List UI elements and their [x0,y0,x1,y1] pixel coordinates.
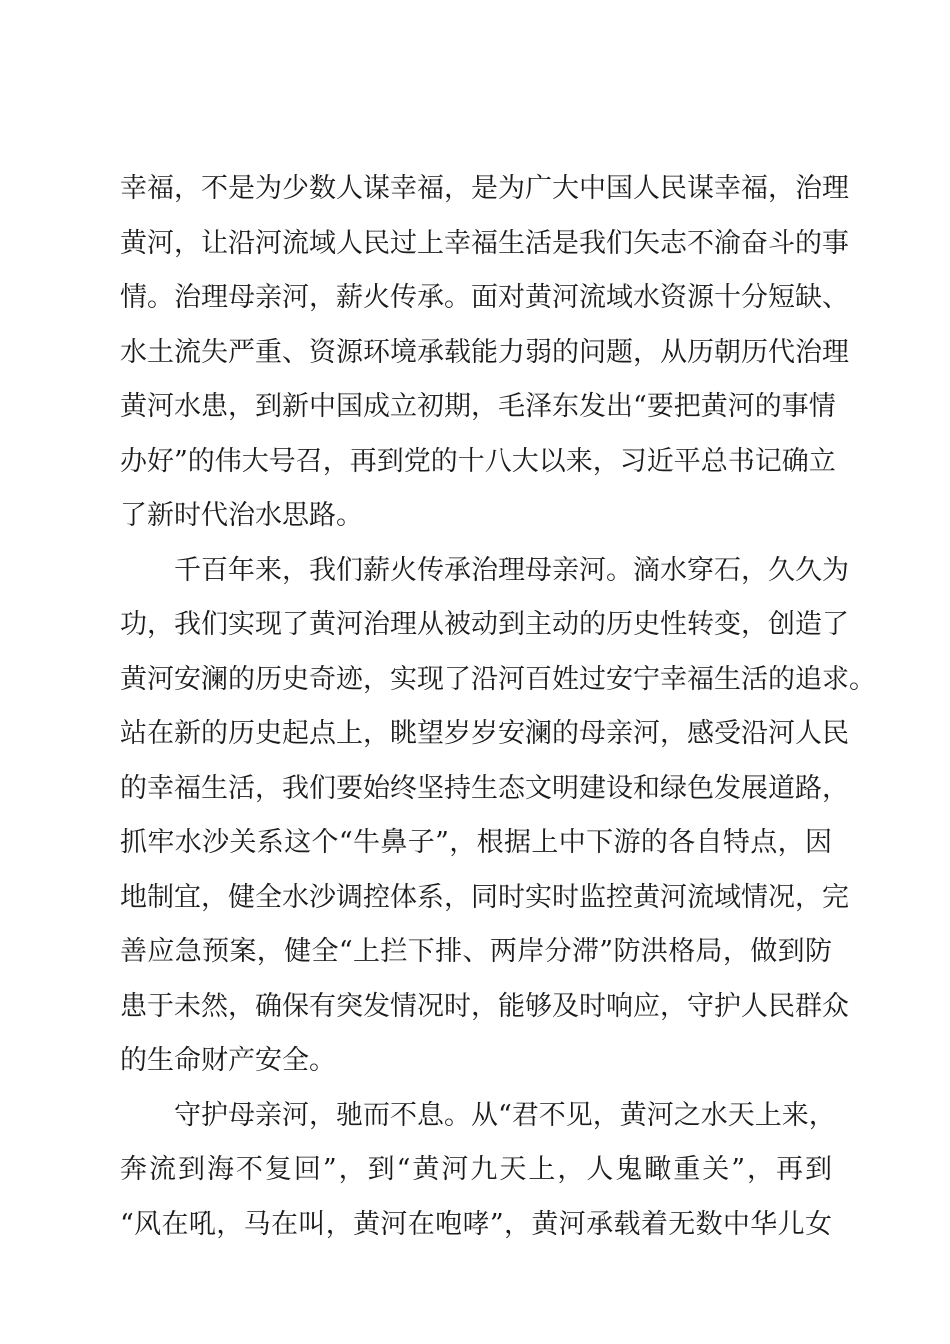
text-line: 地制宜，健全水沙调控体系，同时实时监控黄河流域情况，完 [120,881,849,913]
body-text [120,162,876,1252]
text-line: 幸福，不是为少数人谋幸福，是为广大中国人民谋幸福，治理 [120,173,849,204]
text-line: 千百年来，我们薪火传承治理母亲河。滴水穿石，久久为 [174,554,849,586]
text-line: 情。治理母亲河，薪火传承。面对黄河流域水资源十分短缺、 [120,282,849,313]
text-line: 办好”的伟大号召，再到党的十八大以来，习近平总书记确立 [120,445,836,477]
text-line: 善应急预案，健全“上拦下排、两岸分滞”防洪格局，做到防 [120,936,832,967]
text-line: 了新时代治水思路。 [120,500,363,531]
text-line: 黄河水患，到新中国成立初期，毛泽东发出“要把黄河的事情 [120,391,836,422]
text-line: 站在新的历史起点上，眺望岁岁安澜的母亲河，感受沿河人民 [120,718,849,749]
text-line: 的生命财产安全。 [120,1045,336,1076]
text-line: 功，我们实现了黄河治理从被动到主动的历史性转变，创造了 [120,609,849,640]
text-line: 奔流到海不复回”，到“黄河九天上，人鬼瞰重关”，再到 [120,1154,832,1185]
text-line: 抓牢水沙关系这个“牛鼻子”，根据上中下游的各自特点，因 [120,827,832,858]
text-line: “风在吼，马在叫，黄河在咆哮”，黄河承载着无数中华儿女 [120,1208,832,1240]
text-line: 水土流失严重、资源环境承载能力弱的问题，从历朝历代治理 [120,336,849,368]
text-line: 黄河安澜的历史奇迹，实现了沿河百姓过安宁幸福生活的追求。 [120,663,876,695]
text-line: 的幸福生活，我们要始终坚持生态文明建设和绿色发展道路， [120,772,849,804]
text-line: 黄河，让沿河流域人民过上幸福生活是我们矢志不渝奋斗的事 [120,227,849,259]
text-line: 守护母亲河，驰而不息。从“君不见，黄河之水天上来， [174,1099,836,1131]
text-line: 患于未然，确保有突发情况时，能够及时响应，守护人民群众 [120,990,849,1022]
